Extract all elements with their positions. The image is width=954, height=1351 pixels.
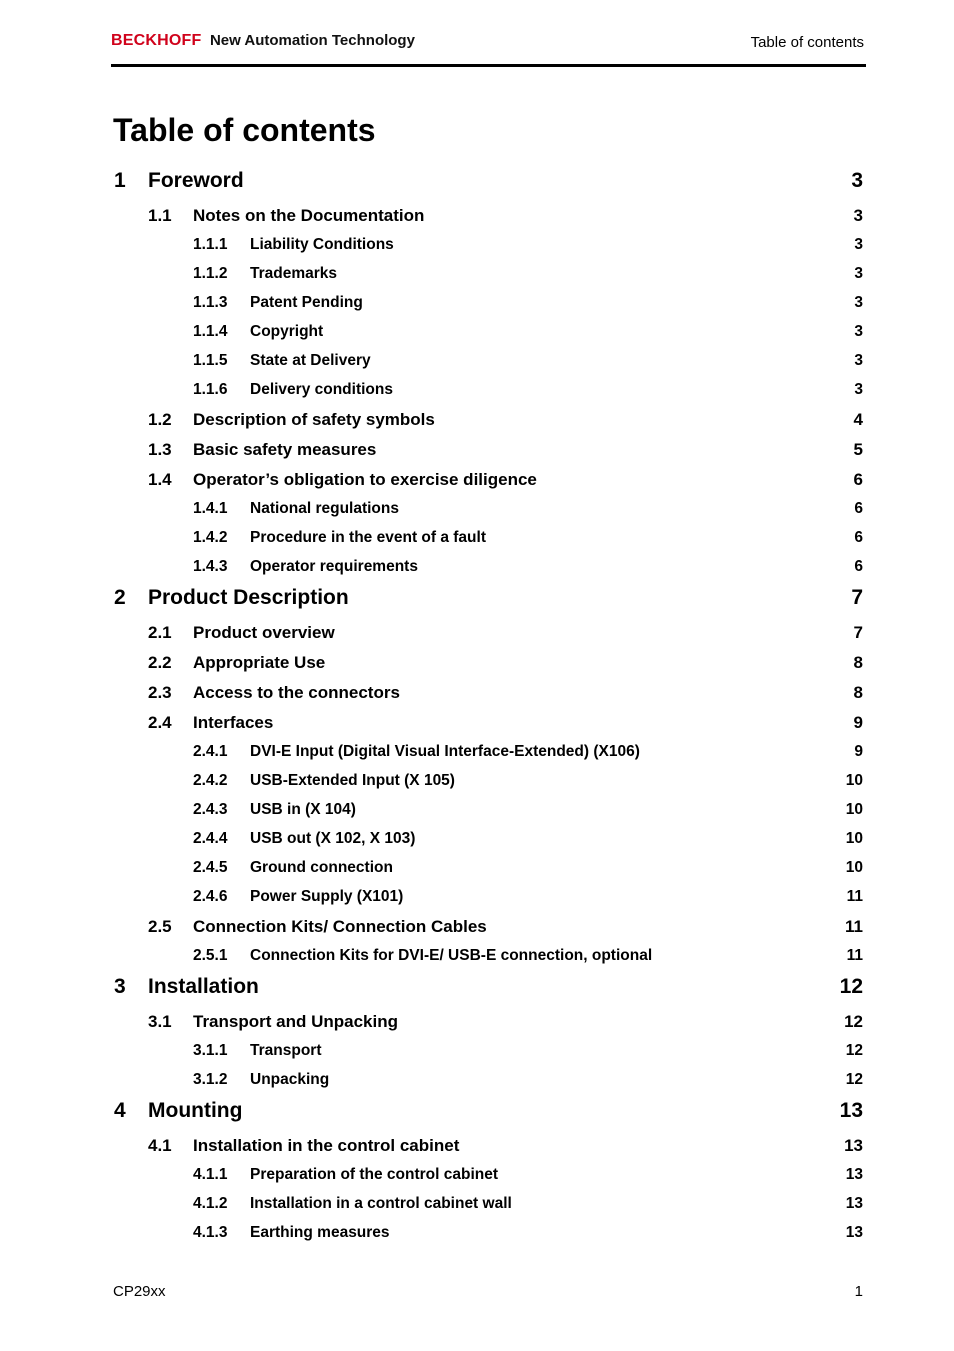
toc-entry[interactable] (113, 1218, 865, 1247)
toc-entry[interactable] (113, 824, 865, 853)
toc-entry[interactable] (113, 1065, 865, 1094)
toc-entry-number: 2.5.1 (193, 947, 228, 964)
toc-entry-number: 3.1.2 (193, 1071, 228, 1088)
toc-entry[interactable] (113, 911, 865, 941)
toc-entry-page: 3 (854, 323, 863, 340)
toc-entry-title: Power Supply (X101) (250, 888, 404, 905)
toc-entry-page: 13 (844, 1136, 863, 1155)
toc-entry-number: 1.1.3 (193, 294, 228, 311)
toc-entry-page: 13 (845, 1166, 863, 1183)
toc-entry-page: 11 (846, 888, 863, 905)
toc-entry-page: 5 (853, 440, 863, 459)
toc-entry-page: 11 (846, 947, 863, 964)
toc-entry[interactable] (113, 317, 865, 346)
beckhoff-logo (111, 32, 415, 50)
toc-entry-title: Interfaces (193, 713, 274, 732)
toc-entry-title: Transport (250, 1042, 322, 1059)
toc-entry-number: 1.1.2 (193, 265, 228, 282)
toc-entry-number: 1.4 (148, 470, 172, 489)
toc-entry-page: 3 (851, 169, 863, 192)
toc-entry[interactable] (113, 230, 865, 259)
toc-entry-title: Patent Pending (250, 294, 363, 311)
toc-entry-page: 9 (853, 713, 863, 732)
toc-entry-number: 1.1 (148, 206, 172, 225)
toc-entry-number: 4.1 (148, 1136, 172, 1155)
toc-entry[interactable] (113, 970, 865, 1006)
toc-entry-number: 4.1.3 (193, 1224, 228, 1241)
toc-entry-title: Procedure in the event of a fault (250, 529, 486, 546)
toc-entry-title: Trademarks (250, 265, 338, 282)
toc-entry[interactable] (113, 795, 865, 824)
toc-entry-number: 2.4.6 (193, 888, 228, 905)
toc-entry[interactable] (113, 882, 865, 911)
toc-entry-page: 12 (844, 1012, 863, 1031)
toc-entry-number: 1 (114, 169, 126, 192)
toc-entry-page: 7 (853, 623, 863, 642)
toc-entry-number: 4.1.1 (193, 1166, 228, 1183)
toc-entry-number: 2 (114, 586, 126, 609)
toc-entry[interactable] (113, 434, 865, 464)
toc-entry-title: Connection Kits/ Connection Cables (193, 917, 487, 936)
toc-entry-title: State at Delivery (250, 352, 371, 369)
toc-entry-number: 3.1.1 (193, 1042, 228, 1059)
toc-entry-page: 12 (839, 975, 863, 998)
toc-entry-page: 6 (854, 529, 863, 546)
toc-entry-number: 1.1.6 (193, 381, 228, 398)
toc-entry-title: Installation (148, 975, 259, 998)
toc-entry[interactable] (113, 1130, 865, 1160)
toc-entry-title: Ground connection (250, 859, 393, 876)
toc-entry[interactable] (113, 737, 865, 766)
page-header (111, 28, 866, 67)
toc-entry[interactable] (113, 494, 865, 523)
toc-entry-page: 3 (854, 294, 863, 311)
toc-entry-title: USB out (X 102, X 103) (250, 830, 416, 847)
toc-entry-number: 1.1.5 (193, 352, 228, 369)
toc-entry-page: 6 (853, 470, 863, 489)
toc-entry-title: USB in (X 104) (250, 801, 356, 818)
toc-entry-number: 4.1.2 (193, 1195, 228, 1212)
toc-entry[interactable] (113, 581, 865, 617)
toc-entry-title: Connection Kits for DVI-E/ USB-E connection, optional (250, 947, 653, 964)
toc-entry-title: Installation in the control cabinet (193, 1136, 460, 1155)
toc-entry-page: 6 (854, 558, 863, 575)
toc-entry[interactable] (113, 1189, 865, 1218)
toc-entry-page: 13 (845, 1195, 863, 1212)
toc-entry[interactable] (113, 404, 865, 434)
toc-entry-number: 1.1.4 (193, 323, 228, 340)
toc-entry[interactable] (113, 941, 865, 970)
toc-entry-page: 3 (853, 206, 863, 225)
toc-entry[interactable] (113, 707, 865, 737)
toc-entry-page: 7 (851, 586, 863, 609)
toc-entry-number: 1.4.1 (193, 500, 228, 517)
toc-entry-page: 10 (845, 801, 863, 818)
toc-entry-number: 2.4.1 (193, 743, 228, 760)
toc-entry[interactable] (113, 1094, 865, 1130)
logo-tagline: New Automation Technology (209, 32, 415, 49)
toc-entry-title: Mounting (148, 1099, 243, 1122)
toc-entry-number: 2.4.5 (193, 859, 228, 876)
toc-entry-page: 13 (845, 1224, 863, 1241)
toc-entry-page: 11 (845, 917, 863, 936)
toc-entry[interactable] (113, 1036, 865, 1065)
footer-product: CP29xx (113, 1283, 166, 1300)
toc-entry-page: 4 (853, 410, 863, 429)
toc-entry[interactable] (113, 647, 865, 677)
toc-entry-title: Product Description (148, 586, 349, 609)
toc-entry-number: 3 (114, 975, 126, 998)
toc-list (113, 164, 865, 1247)
toc-entry[interactable] (113, 617, 865, 647)
toc-entry-page: 9 (854, 743, 863, 760)
toc-entry-number: 1.1.1 (193, 236, 228, 253)
toc-entry-number: 2.5 (148, 917, 172, 936)
toc-entry[interactable] (113, 1160, 865, 1189)
toc-entry-page: 12 (845, 1071, 863, 1088)
toc-entry-number: 2.4.3 (193, 801, 228, 818)
toc-entry-title: Installation in a control cabinet wall (250, 1195, 512, 1212)
toc-entry-title: National regulations (250, 500, 399, 517)
toc-entry-title: Operator’s obligation to exercise diligence (193, 470, 537, 489)
toc-entry-title: Unpacking (250, 1071, 330, 1088)
toc-entry-number: 2.4.2 (193, 772, 228, 789)
toc-entry-page: 10 (845, 859, 863, 876)
toc-entry-title: Preparation of the control cabinet (250, 1166, 499, 1183)
toc-entry-page: 8 (853, 653, 863, 672)
toc-entry-title: Description of safety symbols (193, 410, 435, 429)
toc-entry-page: 8 (853, 683, 863, 702)
toc-entry-page: 10 (845, 772, 863, 789)
toc-entry-page: 6 (854, 500, 863, 517)
toc-entry-number: 2.3 (148, 683, 172, 702)
toc-entry-title: Access to the connectors (193, 683, 400, 702)
toc-entry-title: Liability Conditions (250, 236, 394, 253)
toc-entry-title: Basic safety measures (193, 440, 377, 459)
toc-entry[interactable] (113, 259, 865, 288)
toc-entry-title: Foreword (148, 169, 244, 192)
toc-entry-title: Product overview (193, 623, 335, 642)
toc-entry[interactable] (113, 464, 865, 494)
toc-entry-number: 2.4 (148, 713, 172, 732)
toc-entry-page: 3 (854, 236, 863, 253)
toc-entry[interactable] (113, 677, 865, 707)
toc-entry-number: 2.1 (148, 623, 172, 642)
toc-entry[interactable] (113, 523, 865, 552)
footer-page-number: 1 (854, 1283, 863, 1300)
toc-entry-number: 1.4.3 (193, 558, 228, 575)
toc-entry-title: Appropriate Use (193, 653, 326, 672)
toc-entry-title: Delivery conditions (250, 381, 393, 398)
toc-entry-number: 1.2 (148, 410, 172, 429)
toc-entry-number: 2.4.4 (193, 830, 228, 847)
toc-entry-page: 3 (854, 352, 863, 369)
toc-entry[interactable] (113, 375, 865, 404)
toc-entry[interactable] (113, 200, 865, 230)
page-title: Table of contents (113, 112, 376, 148)
toc-entry[interactable] (113, 853, 865, 882)
toc-entry-number: 1.4.2 (193, 529, 228, 546)
toc-entry-page: 3 (854, 265, 863, 282)
toc-entry-title: USB-Extended Input (X 105) (250, 772, 455, 789)
toc-entry-title: Notes on the Documentation (193, 206, 425, 225)
toc-entry-page: 13 (839, 1099, 863, 1122)
toc-entry-title: Copyright (250, 323, 324, 340)
toc-entry-page: 10 (845, 830, 863, 847)
toc-entry[interactable] (113, 346, 865, 375)
toc-entry-title: Earthing measures (250, 1224, 390, 1241)
toc-entry-title: Transport and Unpacking (193, 1012, 398, 1031)
toc-entry[interactable] (113, 288, 865, 317)
toc-entry-title: Operator requirements (250, 558, 418, 575)
toc-entry-page: 12 (845, 1042, 863, 1059)
toc-entry[interactable] (113, 552, 865, 581)
toc-entry-number: 1.3 (148, 440, 172, 459)
toc-entry-number: 4 (114, 1099, 126, 1122)
header-section-title: Table of contents (750, 34, 864, 51)
toc-entry-page: 3 (854, 381, 863, 398)
toc-entry-title: DVI-E Input (Digital Visual Interface-Extended) (X106) (250, 743, 640, 760)
toc-entry[interactable] (113, 1006, 865, 1036)
toc-entry-number: 2.2 (148, 653, 172, 672)
toc-entry-number: 3.1 (148, 1012, 172, 1031)
toc-entry[interactable] (113, 766, 865, 795)
toc-entry[interactable] (113, 164, 865, 200)
logo-brand: BECKHOFF (111, 32, 202, 49)
